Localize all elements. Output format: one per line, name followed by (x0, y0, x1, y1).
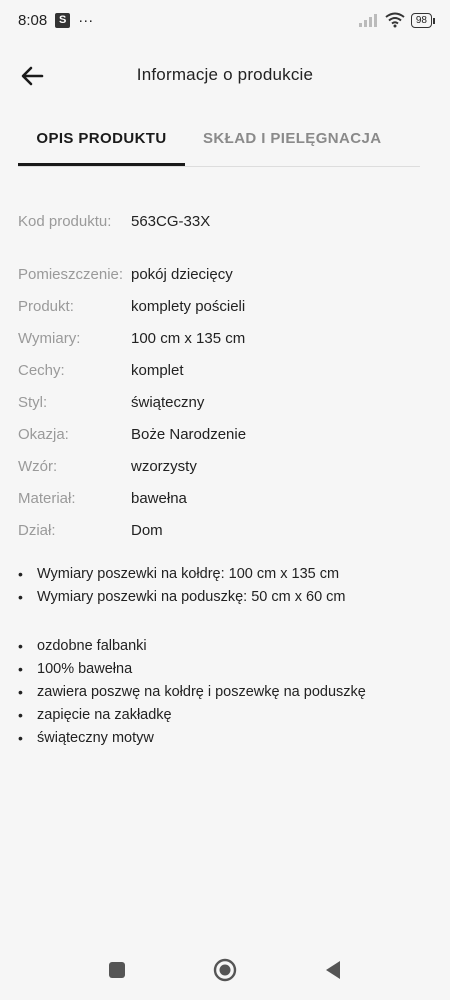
detail-value: Dom (131, 521, 163, 539)
tab-opis-produktu[interactable]: OPIS PRODUKTU (18, 118, 185, 166)
list-item (18, 585, 440, 608)
list-item (18, 726, 440, 749)
list-item-text: Wymiary poszewki na kołdrę: 100 cm x 135 cm (37, 565, 340, 582)
detail-value: pokój dziecięcy (131, 265, 233, 283)
triangle-icon (324, 960, 342, 980)
product-details (18, 205, 430, 546)
bullet-icon: • (18, 706, 23, 723)
tab-sklad-i-pielegnacja[interactable]: SKŁAD I PIELĘGNACJA (203, 130, 382, 147)
detail-value: wzorzysty (131, 457, 197, 475)
nav-recent-button[interactable] (102, 955, 132, 985)
header (0, 50, 450, 100)
list-item-text: zawiera poszwę na kołdrę i poszewkę na poduszkę (37, 683, 366, 700)
wifi-icon (385, 12, 405, 28)
features-list (18, 634, 440, 749)
detail-key: Materiał: (18, 489, 76, 507)
status-more-dots: ··· (78, 11, 94, 29)
list-item-text: Wymiary poszewki na poduszkę: 50 cm x 60 cm (37, 588, 346, 605)
list-item-text: zapięcie na zakładkę (37, 706, 172, 723)
list-item (18, 634, 440, 657)
list-item-text: 100% bawełna (37, 660, 133, 677)
page-title: Informacje o produkcie (136, 65, 314, 84)
detail-value: komplet (131, 361, 184, 379)
detail-row (18, 450, 430, 482)
list-item (18, 657, 440, 680)
detail-row (18, 418, 430, 450)
detail-key: Wymiary: (18, 329, 81, 347)
detail-row (18, 354, 430, 386)
battery-icon: 98 (411, 13, 432, 28)
detail-key: Kod produktu: (18, 212, 112, 230)
app-badge-icon: S (55, 13, 70, 28)
detail-key: Pomieszczenie: (18, 265, 124, 283)
bullet-icon: • (18, 588, 23, 605)
detail-value: komplety pościeli (131, 297, 246, 315)
nav-back-button[interactable] (318, 955, 348, 985)
signal-icon (359, 13, 379, 27)
list-item-text: świąteczny motyw (37, 729, 154, 746)
detail-value: 563CG-33X (131, 212, 211, 230)
dimensions-list (18, 562, 440, 608)
detail-key: Okazja: (18, 425, 69, 443)
tab-bar (18, 118, 420, 167)
detail-row (18, 514, 430, 546)
detail-value: Boże Narodzenie (131, 425, 247, 443)
detail-row (18, 258, 430, 290)
nav-home-button[interactable] (210, 955, 240, 985)
detail-row (18, 386, 430, 418)
detail-row (18, 482, 430, 514)
detail-key: Styl: (18, 393, 48, 411)
detail-value: 100 cm x 135 cm (131, 329, 246, 347)
status-right (359, 12, 432, 28)
circle-icon (213, 958, 237, 982)
bullet-icon: • (18, 637, 23, 654)
arrow-left-icon[interactable] (18, 62, 46, 90)
detail-key: Cechy: (18, 361, 65, 379)
list-item (18, 562, 440, 585)
detail-key: Dział: (18, 521, 56, 539)
bullet-icon: • (18, 660, 23, 677)
detail-row-product-code (18, 205, 430, 237)
bullet-icon: • (18, 729, 23, 746)
status-bar (0, 0, 450, 40)
status-time: 8:08 (18, 11, 48, 29)
list-item-text: ozdobne falbanki (37, 637, 147, 654)
detail-row (18, 322, 430, 354)
detail-value: świąteczny (131, 393, 205, 411)
detail-row (18, 290, 430, 322)
detail-key: Wzór: (18, 457, 58, 475)
status-left (18, 12, 93, 29)
bullet-icon: • (18, 683, 23, 700)
system-nav-bar (0, 940, 450, 1000)
square-icon (108, 961, 126, 979)
list-item (18, 703, 440, 726)
detail-value: bawełna (131, 489, 187, 507)
bullet-icon: • (18, 565, 23, 582)
detail-key: Produkt: (18, 297, 74, 315)
list-item (18, 680, 440, 703)
